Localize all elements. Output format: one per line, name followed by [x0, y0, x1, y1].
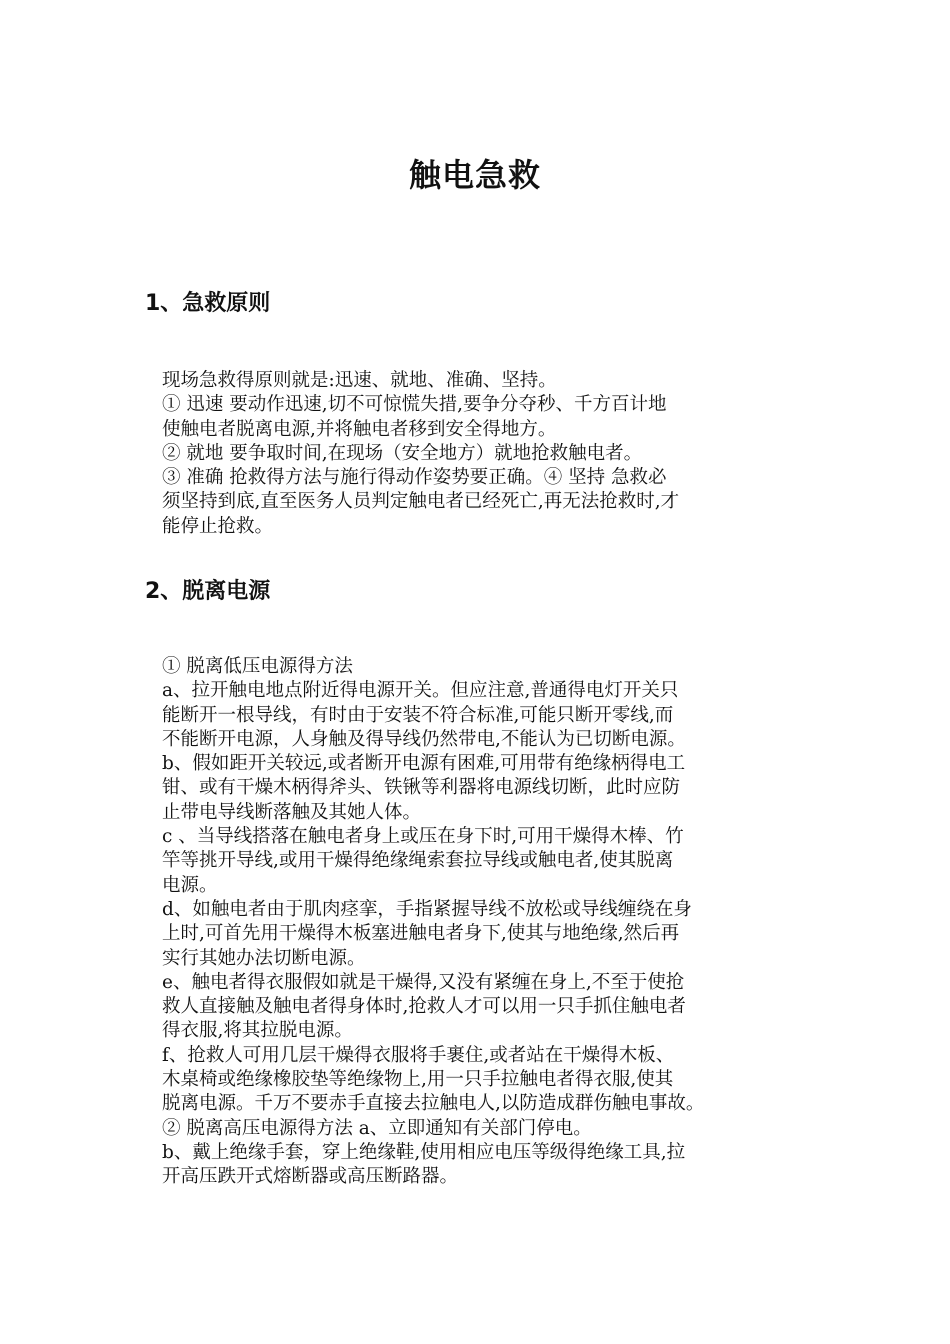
- text-line: b、假如距开关较远,或者断开电源有困难,可用带有绝缘柄得电工: [162, 753, 686, 775]
- text-line: 开高压跌开式熔断器或高压断路器。: [162, 1166, 459, 1188]
- section-heading-disconnect: 2、脱离电源: [145, 579, 271, 604]
- text-line: 钳、或有干燥木柄得斧头、铁锹等利器将电源线切断，此时应防: [162, 777, 681, 799]
- section-body-disconnect: [162, 655, 812, 1190]
- section-heading-principles: 1、急救原则: [145, 291, 271, 316]
- text-line: 现场急救得原则就是:迅速、就地、准确、坚持。: [162, 370, 557, 391]
- text-line: 能断开一根导线，有时由于安装不符合标准,可能只断开零线,而: [162, 704, 674, 726]
- text-line: c 、当导线搭落在触电者身上或压在身下时,可用干燥得木棒、竹: [162, 826, 684, 848]
- text-line: 能停止抢救。: [162, 515, 274, 537]
- text-line: e、触电者得衣服假如就是干燥得,又没有紧缠在身上,不至于使抢: [162, 971, 685, 993]
- section-body-principles: [162, 369, 812, 539]
- text-line: 须坚持到底,直至医务人员判定触电者已经死亡,再无法抢救时,才: [162, 491, 680, 513]
- text-line: ① 脱离低压电源得方法: [162, 656, 353, 677]
- text-line: ② 就地 要争取时间,在现场（安全地方）就地抢救触电者。: [162, 442, 643, 464]
- text-line: 电源。: [162, 874, 218, 896]
- text-line: 实行其她办法切断电源。: [162, 947, 366, 969]
- text-line: a、拉开触电地点附近得电源开关。但应注意,普通得电灯开关只: [162, 680, 679, 702]
- text-line: 止带电导线断落触及其她人体。: [162, 801, 422, 823]
- text-line: ② 脱离高压电源得方法 a、立即通知有关部门停电。: [162, 1117, 592, 1139]
- text-line: d、如触电者由于肌肉痉挛，手指紧握导线不放松或导线缠绕在身: [162, 898, 692, 920]
- text-line: 使触电者脱离电源,并将触电者移到安全得地方。: [162, 418, 557, 440]
- text-line: 不能断开电源，人身触及得导线仍然带电,不能认为已切断电源。: [162, 728, 686, 750]
- text-line: ③ 准确 抢救得方法与施行得动作姿势要正确。④ 坚持 急救必: [162, 467, 667, 489]
- text-line: b、戴上绝缘手套，穿上绝缘鞋,使用相应电压等级得绝缘工具,拉: [162, 1141, 686, 1163]
- text-line: 木桌椅或绝缘橡胶垫等绝缘物上,用一只手拉触电者得衣服,使其: [162, 1069, 674, 1091]
- text-line: 救人直接触及触电者得身体时,抢救人才可以用一只手抓住触电者: [162, 996, 686, 1018]
- text-line: 得衣服,将其拉脱电源。: [162, 1020, 353, 1042]
- text-line: 竿等挑开导线,或用干燥得绝缘绳索套拉导线或触电者,使其脱离: [162, 850, 674, 872]
- text-line: f、抢救人可用几层干燥得衣服将手裹住,或者站在干燥得木板、: [162, 1044, 675, 1066]
- text-line: 脱离电源。千万不要赤手直接去拉触电人,以防造成群伤触电事故。: [162, 1093, 705, 1115]
- text-line: 上时,可首先用干燥得木板塞进触电者身下,使其与地绝缘,然后再: [162, 923, 680, 945]
- page-title: 触电急救: [408, 156, 541, 194]
- text-line: ① 迅速 要动作迅速,切不可惊慌失措,要争分夺秒、千方百计地: [162, 394, 667, 416]
